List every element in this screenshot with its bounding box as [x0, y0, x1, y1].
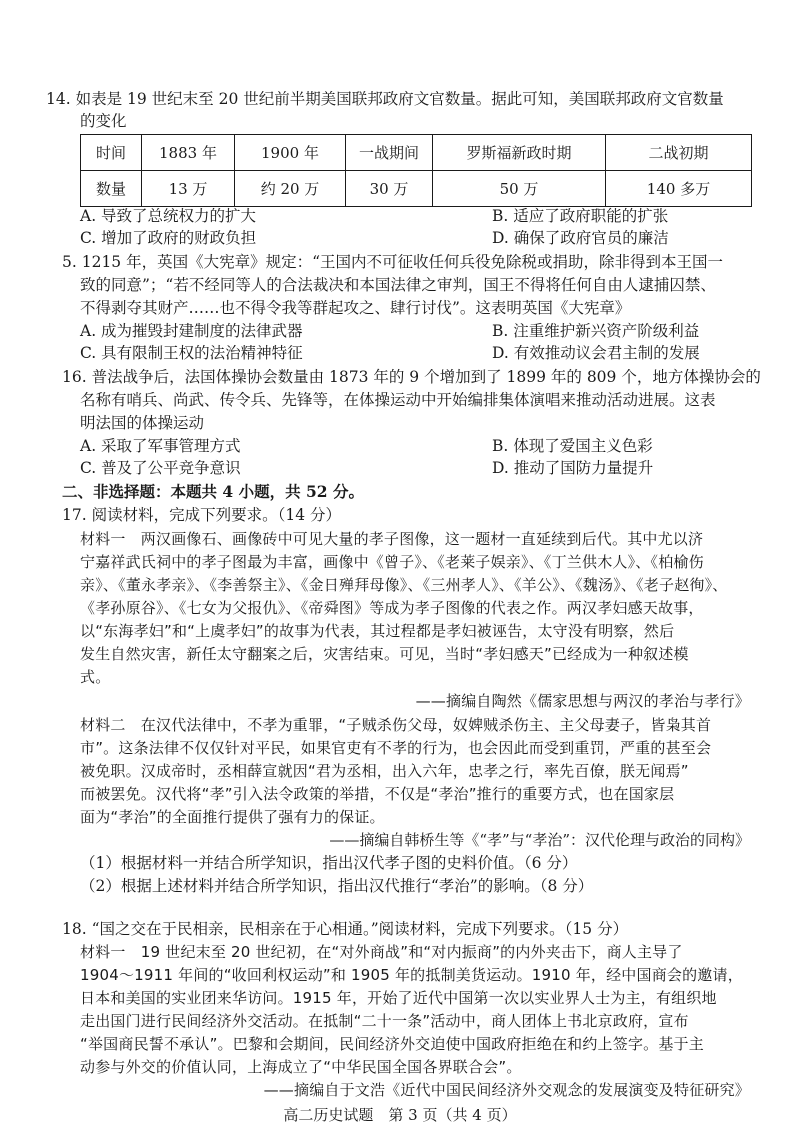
q17-m1-line: 发生自然灾害，新任太守翻案之后，灾害结束。可见，当时“孝妇感天”已经成为一种叙述模: [80, 645, 689, 663]
q14-option-a: A. 导致了总统权力的扩大: [80, 207, 257, 225]
q17-title: 17. 阅读材料，完成下列要求。（14 分）: [62, 506, 341, 524]
q17-m1-line: 式。: [80, 668, 111, 686]
table-row: [81, 135, 752, 171]
page-footer: 高二历史试题 第 3 页（共 4 页）: [283, 1106, 517, 1124]
q18-m1-line: 动参与外交的价值认同，上海成立了“中华民国全国各界联合会”。: [80, 1058, 522, 1076]
table-cell: 30 万: [346, 171, 433, 207]
q14-stem-line-2: 的变化: [80, 112, 127, 130]
q14-option-d: D. 确保了政府官员的廉洁: [492, 229, 669, 247]
q14-stem-line-1: 14. 如表是 19 世纪末至 20 世纪前半期美国联邦政府文官数量。据此可知，美国联邦政府文官数量: [46, 90, 724, 108]
q18-m1-line: 走出国门进行民间经济外交活动。在抵制“二十一条”活动中，商人团体上书北京政府，宣布: [80, 1012, 689, 1030]
q16-option-a: A. 采取了军事管理方式: [80, 437, 241, 455]
q16-option-b: B. 体现了爱国主义色彩: [492, 437, 653, 455]
q18-m1-line: “举国商民誓不承认”。巴黎和会期间，民间经济外交迫使中国政府拒绝在和约上签字。基于主: [80, 1035, 704, 1053]
q17-m1-line: 宁嘉祥武氏祠中的孝子图最为丰富，画像中《曾子》、《老莱子娱亲》、《丁兰供木人》、《柏榆伤: [80, 553, 704, 571]
q14-table: [80, 134, 752, 207]
q15-stem-line-1: 5. 1215 年，英国《大宪章》规定：“王国内不可征收任何兵役免除税或捐助，除非得到本王国一: [62, 253, 724, 271]
q14-option-row-2: [80, 227, 760, 249]
q17-m2-line: 市”。这条法律不仅仅针对平民，如果官吏有不孝的行为，也会因此而受到重罚，严重的甚至会: [80, 739, 712, 757]
q14-option-row-1: [80, 205, 760, 227]
table-cell: 数量: [81, 171, 142, 207]
q17-m2-line: 面为“孝治”的全面推行提供了强有力的保证。: [80, 808, 385, 826]
table-cell: 1900 年: [235, 135, 346, 171]
table-cell: 约 20 万: [235, 171, 346, 207]
q17-m2-line: 材料二 在汉代法律中，不孝为重罪，“子贼杀伤父母，奴婢贼杀伤主、主父母妻子，皆枭其首: [80, 716, 712, 734]
q18-m1-line: 日本和美国的实业团来华访问。1915 年，开始了近代中国第一次以实业界人士为主，有组织地: [80, 989, 717, 1007]
q18-title: 18. “国之交在于民相亲，民相亲在于心相通。”阅读材料，完成下列要求。（15 分）: [62, 920, 629, 938]
q17-m1-line: 亲》、《董永孝亲》、《李善祭主》、《金日殚拜母像》、《三州孝人》、《羊公》、《魏汤》、《老子赵徇》、: [80, 576, 728, 594]
table-cell: 罗斯福新政时期: [433, 135, 606, 171]
q17-m1-line: 以“东海孝妇”和“上虞孝妇”的故事为代表，其过程都是孝妇被诬告，太守没有明察，然后: [80, 622, 675, 640]
table-cell: 时间: [81, 135, 142, 171]
q17-requirement-1: （1）根据材料一并结合所学知识，指出汉代孝子图的史料价值。（6 分）: [80, 854, 578, 872]
q17-m2-line: 被免职。汉成帝时，丞相薛宣就因“君为丞相，出入六年，忠孝之行，率先百僚，朕无闻焉”: [80, 762, 689, 780]
q16-option-c: C. 普及了公平竞争意识: [80, 459, 241, 477]
section-heading: 二、非选择题：本题共 4 小题，共 52 分。: [62, 482, 364, 501]
q17-m1-line: 材料一 两汉画像石、画像砖中可见大量的孝子图像，这一题材一直延续到后代。其中尤以济: [80, 530, 704, 548]
q18-m1-line: 材料一 19 世纪末至 20 世纪初，在“对外商战”和“对内振商”的内外夹击下，商人主导了: [80, 943, 683, 961]
q15-option-a: A. 成为摧毁封建制度的法律武器: [80, 322, 303, 340]
table-cell: 140 多万: [606, 171, 752, 207]
q17-requirement-2: （2）根据上述材料并结合所学知识，指出汉代推行“孝治”的影响。（8 分）: [80, 877, 594, 895]
q16-stem-line-2: 名称有哨兵、尚武、传令兵、先锋等，在体操运动中开始编排集体演唱来推动活动进展。这表: [80, 391, 716, 409]
q15-option-d: D. 有效推动议会君主制的发展: [492, 344, 700, 362]
q15-stem-line-2: 致的同意”；“若不经同等人的合法裁决和本国法律之审判，国王不得将任何自由人逮捕囚禁、: [80, 276, 716, 294]
q16-option-d: D. 推动了国防力量提升: [492, 459, 654, 477]
q17-m2-line: 而被罢免。汉代将“孝”引入法令政策的举措，不仅是“孝治”推行的重要方式，也在国家层: [80, 785, 675, 803]
q15-option-c: C. 具有限制王权的法治精神特征: [80, 344, 303, 362]
q15-stem-line-3: 不得剥夺其财产……也不得令我等群起攻之、肆行讨伐”。这表明英国《大宪章》: [80, 299, 631, 317]
table-row: [81, 171, 752, 207]
q18-m1-source: ——摘编自于文浩《近代中国民间经济外交观念的发展演变及特征研究》: [263, 1081, 750, 1099]
table-cell: 13 万: [142, 171, 235, 207]
table-cell: 50 万: [433, 171, 606, 207]
table-cell: 1883 年: [142, 135, 235, 171]
q14-option-c: C. 增加了政府的财政负担: [80, 229, 257, 247]
q16-option-row-1: [80, 435, 760, 457]
q15-option-b: B. 注重维护新兴资产阶级利益: [492, 322, 700, 340]
q17-m1-line: 《孝孙原谷》、《七女为父报仇》、《帝舜图》等成为孝子图像的代表之作。两汉孝妇感天故事，: [80, 599, 704, 617]
q15-option-row-2: [80, 342, 760, 364]
q16-stem-line-3: 明法国的体操运动: [80, 414, 205, 432]
q15-option-row-1: [80, 320, 760, 342]
q18-m1-line: 1904～1911 年间的“收回利权运动”和 1905 年的抵制美货运动。1910 年，经中国商会的邀请，: [80, 966, 743, 984]
q17-m1-source: ——摘编自陶然《儒家思想与两汉的孝治与孝行》: [415, 692, 750, 710]
q16-option-row-2: [80, 457, 760, 479]
table-cell: 一战期间: [346, 135, 433, 171]
q16-stem-line-1: 16. 普法战争后，法国体操协会数量由 1873 年的 9 个增加到了 1899 年的 809 个，地方体操协会的: [62, 368, 761, 386]
q17-m2-source: ——摘编自韩桥生等《“孝”与“孝治”：汉代伦理与政治的同构》: [329, 831, 750, 849]
table-cell: 二战初期: [606, 135, 752, 171]
q14-option-b: B. 适应了政府职能的扩张: [492, 207, 669, 225]
